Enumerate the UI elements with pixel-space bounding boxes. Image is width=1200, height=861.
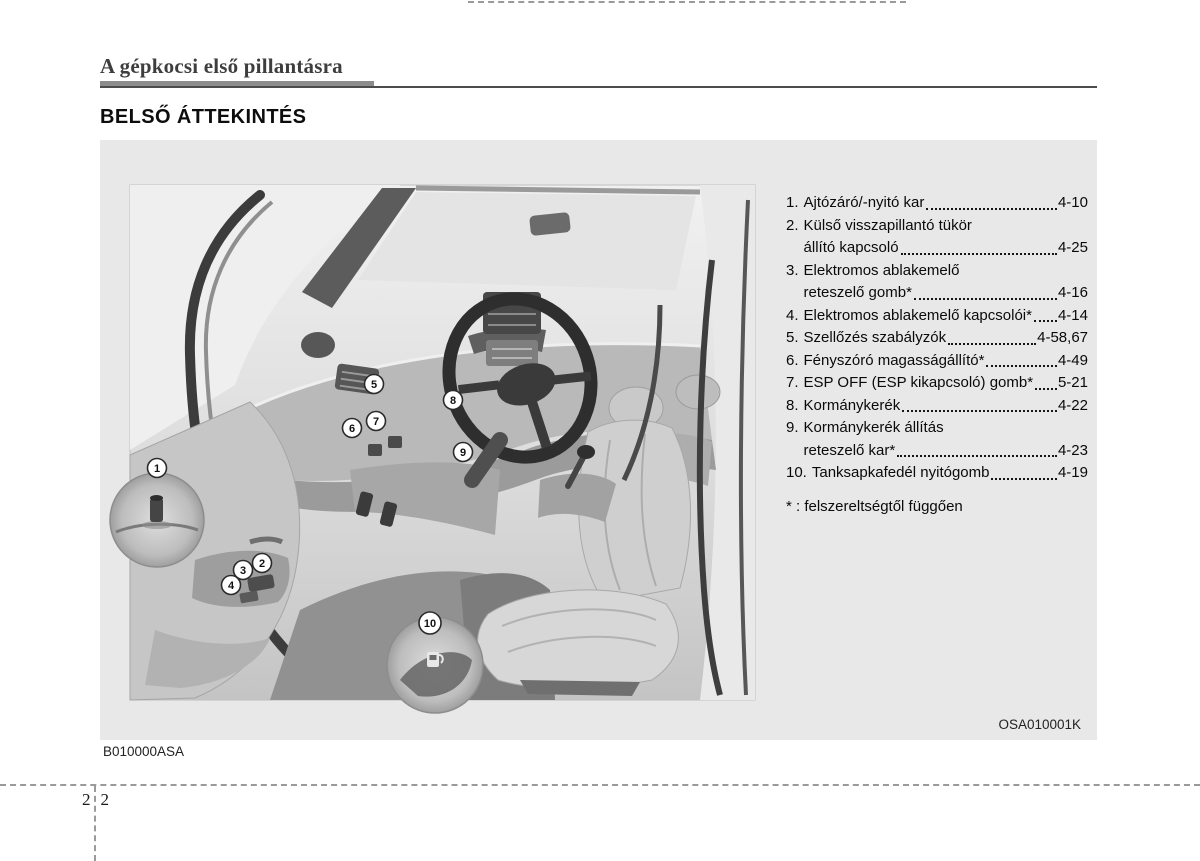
crop-mark-bottom — [0, 784, 1200, 786]
index-item-number: 2. — [786, 216, 799, 234]
index-item-number: 9. — [786, 419, 799, 436]
dotted-leader — [901, 253, 1057, 255]
index-item-number: 7. — [786, 374, 799, 391]
index-item-page: 4-10 — [1057, 194, 1088, 211]
page-number — [82, 790, 109, 810]
index-item-number: 3. — [786, 261, 799, 279]
svg-text:2: 2 — [258, 558, 266, 570]
index-item-9 — [786, 417, 1088, 462]
index-item-text: Ajtózáró/-nyitó kar — [803, 194, 925, 211]
dotted-leader — [926, 208, 1057, 210]
index-item-text: reteszelő gomb* — [803, 284, 912, 301]
index-item-number: 5. — [786, 329, 799, 346]
callout-10 — [419, 612, 441, 634]
index-item-page: 4-22 — [1057, 396, 1088, 414]
magnifier-door-lock — [110, 473, 204, 567]
dotted-leader — [1034, 320, 1057, 322]
index-list — [786, 192, 1088, 518]
index-item-number: 6. — [786, 351, 799, 369]
index-item-text: Fényszóró magasságállító* — [803, 351, 985, 369]
index-item-page: 5-21 — [1057, 374, 1088, 391]
callout-4 — [222, 576, 241, 595]
index-item-text: Tanksapkafedél nyitógomb — [811, 464, 990, 481]
index-item-text: Kormánykerék — [803, 396, 901, 414]
svg-text:6: 6 — [348, 423, 356, 435]
index-item-text: Külső visszapillantó tükör — [803, 216, 972, 234]
index-item-10 — [786, 462, 1088, 485]
index-item-page: 4-23 — [1057, 441, 1088, 459]
svg-text:4: 4 — [227, 580, 235, 592]
index-item-number: 10. — [786, 464, 807, 481]
figure-code-left: B010000ASA — [103, 744, 185, 759]
svg-text:8: 8 — [449, 395, 457, 407]
callout-7 — [367, 412, 386, 431]
page-number-page: 2 — [100, 790, 109, 809]
index-item-text: állító kapcsoló — [803, 239, 899, 256]
index-item-page: 4-14 — [1057, 306, 1088, 324]
figure-interior-overview — [100, 140, 1097, 740]
header-rule-thin — [100, 86, 1097, 88]
dotted-leader — [897, 455, 1057, 457]
svg-text:7: 7 — [372, 416, 380, 428]
svg-text:3: 3 — [239, 565, 247, 577]
svg-text:1: 1 — [153, 463, 161, 475]
dotted-leader — [902, 410, 1057, 412]
index-item-text: reteszelő kar* — [803, 441, 896, 459]
index-item-text: Elektromos ablakemelő kapcsolói* — [803, 306, 1032, 324]
svg-text:5: 5 — [370, 379, 378, 391]
index-item-number: 4. — [786, 306, 799, 324]
index-item-number: 1. — [786, 194, 799, 211]
index-item-page: 4-49 — [1057, 351, 1088, 369]
index-item-text: ESP OFF (ESP kikapcsoló) gomb* — [803, 374, 1034, 391]
callout-5 — [365, 375, 384, 394]
index-item-4 — [786, 305, 1088, 328]
callout-9 — [454, 443, 473, 462]
dotted-leader — [1035, 388, 1057, 390]
equipment-footnote: * : felszereltségtől függően — [786, 497, 963, 515]
index-item-text: Elektromos ablakemelő — [803, 261, 960, 279]
index-item-7 — [786, 372, 1088, 395]
index-item-8 — [786, 395, 1088, 418]
index-item-text: Kormánykerék állítás — [803, 419, 944, 436]
index-item-text: Szellőzés szabályzók — [803, 329, 947, 346]
dotted-leader — [948, 343, 1036, 345]
svg-text:10: 10 — [423, 618, 437, 630]
index-item-3 — [786, 260, 1088, 305]
chapter-title: A gépkocsi első pillantásra — [100, 54, 343, 78]
callout-1 — [148, 459, 167, 478]
dotted-leader — [914, 298, 1057, 300]
callout-8 — [444, 391, 463, 410]
index-item-page: 4-19 — [1057, 464, 1088, 481]
index-item-page: 4-16 — [1057, 284, 1088, 301]
index-item-1 — [786, 192, 1088, 215]
index-item-page: 4-58,67 — [1037, 329, 1088, 346]
crop-mark-top — [468, 1, 906, 3]
index-item-5 — [786, 327, 1088, 350]
svg-text:9: 9 — [459, 447, 467, 459]
section-title: BELSŐ ÁTTEKINTÉS — [100, 106, 307, 128]
index-item-number: 8. — [786, 396, 799, 414]
figure-code-right: OSA010001K — [998, 717, 1081, 732]
dotted-leader — [986, 365, 1057, 367]
dotted-leader — [991, 478, 1056, 480]
index-item-2 — [786, 215, 1088, 260]
index-item-page: 4-25 — [1057, 239, 1088, 256]
index-item-6 — [786, 350, 1088, 373]
callout-2 — [253, 554, 272, 573]
page-number-chapter: 2 — [82, 790, 91, 809]
callout-6 — [343, 419, 362, 438]
